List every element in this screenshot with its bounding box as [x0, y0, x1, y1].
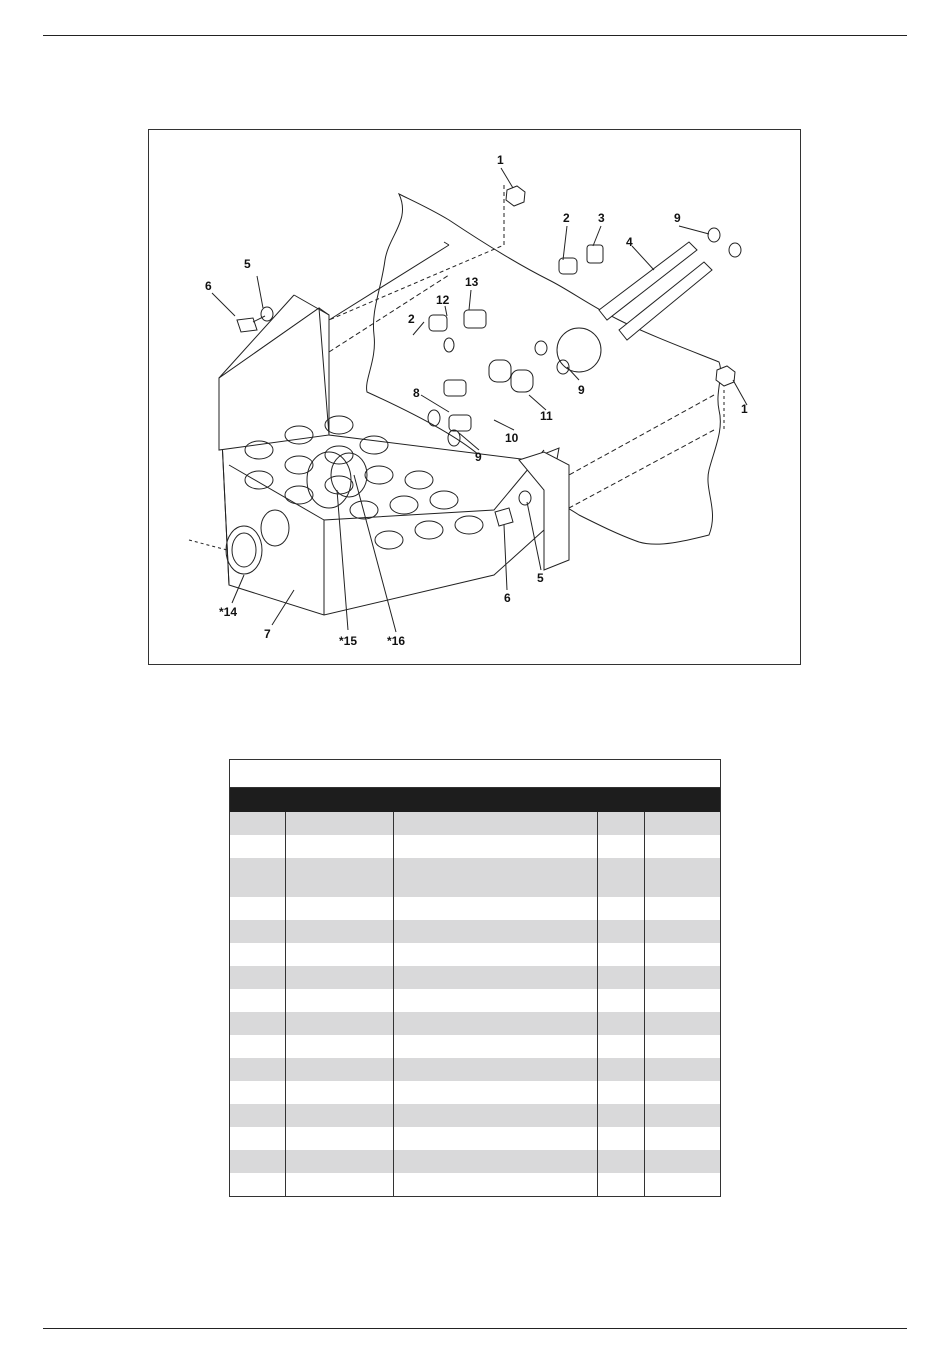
table-row	[230, 1104, 720, 1127]
parts-table-body	[230, 812, 720, 1196]
table-row	[230, 897, 720, 920]
exploded-parts-diagram	[148, 129, 801, 665]
table-row	[230, 858, 720, 897]
callout-4: 4	[626, 235, 633, 249]
header-rule	[43, 35, 907, 36]
callout-15: *15	[339, 634, 358, 648]
callout-12: 12	[436, 293, 450, 307]
callout-6-right: 6	[504, 591, 511, 605]
table-row	[230, 966, 720, 989]
table-row	[230, 989, 720, 1012]
callout-5-left: 5	[244, 257, 251, 271]
callout-9-low: 9	[475, 450, 482, 464]
callout-9-top: 9	[674, 211, 681, 225]
callout-2-upper: 2	[563, 211, 570, 225]
table-row	[230, 1035, 720, 1058]
diagram-svg	[149, 130, 800, 664]
table-row	[230, 1081, 720, 1104]
table-row	[230, 1150, 720, 1173]
callout-6-left: 6	[205, 279, 212, 293]
callout-8: 8	[413, 386, 420, 400]
parts-table	[229, 759, 721, 1197]
callout-1-top: 1	[497, 153, 504, 167]
callout-5-right: 5	[537, 571, 544, 585]
footer-rule	[43, 1328, 907, 1329]
parts-table-header	[230, 788, 720, 812]
callout-10: 10	[505, 431, 519, 445]
table-row	[230, 1173, 720, 1196]
table-row	[230, 1058, 720, 1081]
callout-13: 13	[465, 275, 479, 289]
table-row	[230, 1012, 720, 1035]
callout-7: 7	[264, 627, 271, 641]
callout-16: *16	[387, 634, 406, 648]
parts-table-title-bar	[230, 760, 720, 788]
callout-3: 3	[598, 211, 605, 225]
table-row	[230, 943, 720, 966]
table-row	[230, 1127, 720, 1150]
callout-14: *14	[219, 605, 238, 619]
table-row	[230, 835, 720, 858]
table-row	[230, 812, 720, 835]
table-row	[230, 920, 720, 943]
callout-9-mid: 9	[578, 383, 585, 397]
callout-2-mid: 2	[408, 312, 415, 326]
callout-1-right: 1	[741, 402, 748, 416]
callout-11: 11	[540, 409, 553, 423]
